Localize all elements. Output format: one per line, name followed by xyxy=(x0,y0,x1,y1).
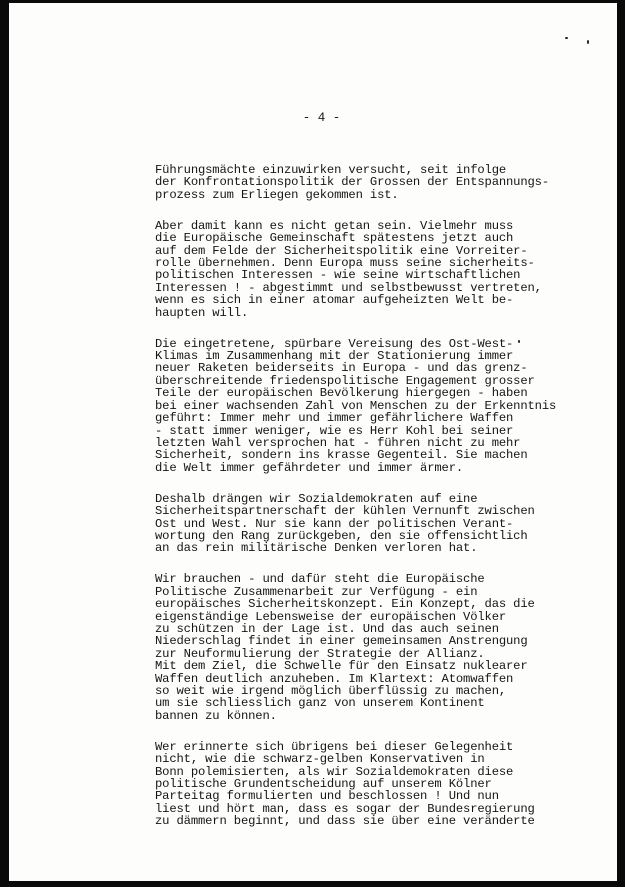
text-line: bei einer wachsenden Zahl von Menschen zu der Erkenntnis xyxy=(155,398,557,413)
text-line: eigenständige Lebensweise der europäischen Völker xyxy=(155,609,507,624)
paragraph xyxy=(155,493,555,555)
text-line: der Konfrontationspolitik der Grossen der Entspannungs- xyxy=(155,175,550,190)
page-number: - 4 - xyxy=(302,111,341,125)
text-line: die Welt immer gefährdeter und immer ärmer. xyxy=(155,460,464,475)
text-line: neuer Raketen beiderseits in Europa - und das grenz- xyxy=(155,361,528,376)
text-line: europäisches Sicherheitskonzept. Ein Konzept, das die xyxy=(155,597,535,612)
text-line: wenn es sich in einer atomar aufgeheizten Welt be- xyxy=(155,293,514,308)
text-line: prozess zum Erliegen gekommen ist. xyxy=(155,187,399,202)
text-line: Führungsmächte einzuwirken versucht, seit infolge xyxy=(155,163,507,177)
text-line: die Europäische Gemeinschaft spätestens jetzt auch xyxy=(155,231,514,246)
text-line: politische Grundentscheidung auf unserem Kölner xyxy=(155,777,492,792)
scan-speck xyxy=(565,37,568,39)
text-line: um sie schliesslich ganz von unserem Kontinent xyxy=(155,696,485,711)
text-line: Sicherheitspartnerschaft der kühlen Vernunft zwischen xyxy=(155,504,535,519)
text-line: Wer erinnerte sich übrigens bei dieser Gelegenheit xyxy=(155,739,514,754)
paragraph xyxy=(155,741,555,828)
text-line: wortung den Rang zurückgeben, den sie offensichtlich xyxy=(155,528,528,543)
text-line: Klimas im Zusammenhang mit der Stationierung immer xyxy=(155,349,514,364)
text-line: Deshalb drängen wir Sozialdemokraten auf eine xyxy=(155,491,478,506)
text-line: Bonn polemisierten, als wir Sozialdemokraten diese xyxy=(155,764,514,779)
text-line: überschreitende friedenspolitische Engagement grosser xyxy=(155,373,535,388)
paragraph xyxy=(155,573,555,722)
text-line: zu schützen in der Lage ist. Und das auch seinen xyxy=(155,621,499,636)
document-body xyxy=(155,164,555,846)
scan-speck xyxy=(587,40,589,44)
text-line: Wir brauchen - und dafür steht die Europäische xyxy=(155,572,485,587)
text-line: Waffen deutlich anzuheben. Im Klartext: Atomwaffen xyxy=(155,671,514,686)
text-line: rolle übernehmen. Denn Europa muss seine sicherheits- xyxy=(155,256,535,271)
text-line: auf dem Felde der Sicherheitspolitik eine Vorreiter- xyxy=(155,243,528,258)
text-line: Interessen ! - abgestimmt und selbstbewusst vertreten, xyxy=(155,280,542,295)
text-line: nicht, wie die schwarz-gelben Konservativen in xyxy=(155,752,485,767)
paragraph xyxy=(155,164,555,201)
text-line: Mit dem Ziel, die Schwelle für den Einsatz nuklearer xyxy=(155,659,528,674)
text-line: - statt immer weniger, wie es Herr Kohl bei seiner xyxy=(155,423,514,438)
text-line: haupten will. xyxy=(155,305,249,320)
text-line: zu dämmern beginnt, und dass sie über eine veränderte xyxy=(155,814,535,829)
text-line: bannen zu können. xyxy=(155,708,277,723)
text-line: an das rein militärische Denken verloren hat. xyxy=(155,541,478,556)
text-line: politischen Interessen - wie seine wirtschaftlichen xyxy=(155,268,521,283)
text-line: Ost und West. Nur sie kann der politischen Verant- xyxy=(155,516,514,531)
text-line: letzten Wahl versprochen hat - führen nicht zu mehr xyxy=(155,435,521,450)
text-line: Parteitag formulierten und beschlossen ! Und nun xyxy=(155,789,499,804)
text-line: Niederschlag findet in einer gemeinsamen Anstrengung xyxy=(155,634,528,649)
text-line: zur Neuformulierung der Strategie der Allianz. xyxy=(155,646,485,661)
text-line: Aber damit kann es nicht getan sein. Vielmehr muss xyxy=(155,218,514,233)
text-line: Die eingetretene, spürbare Vereisung des Ost-West- xyxy=(155,336,514,351)
paragraph xyxy=(155,338,555,474)
text-line: Sicherheit, sondern ins krasse Gegenteil. Sie machen xyxy=(155,448,528,463)
text-line: Teile der europäischen Bevölkerung hiergegen - haben xyxy=(155,386,528,401)
paragraph xyxy=(155,220,555,319)
text-line: Politische Zusammenarbeit zur Verfügung - ein xyxy=(155,584,478,599)
text-line: geführt: Immer mehr und immer gefährlichere Waffen xyxy=(155,411,514,426)
text-line: so weit wie irgend möglich überflüssig zu machen, xyxy=(155,684,507,698)
text-line: liest und hört man, dass es sogar der Bundesregierung xyxy=(155,801,535,816)
